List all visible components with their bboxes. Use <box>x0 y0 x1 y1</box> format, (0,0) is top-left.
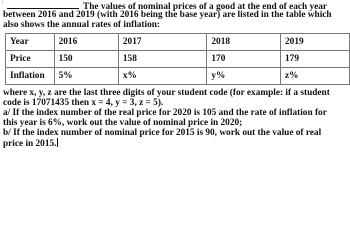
table-cell: Price <box>6 51 55 68</box>
price-inflation-table <box>5 33 350 85</box>
table-cell: Year <box>6 34 55 51</box>
table-cell: 179 <box>281 51 350 68</box>
part-b-line-1: b/ If the index number of nominal price for 2015 is 90, work out the value of real <box>3 128 322 138</box>
part-a-line-1: a/ If the index number of the real price for 2020 is 105 and the rate of inflation for <box>3 108 327 118</box>
table-cell: x% <box>118 68 207 85</box>
intro-line-3: also shows the annual rates of inflation: <box>3 20 161 30</box>
note-line-2: code is 17071435 then x = 4, y = 3, z = 5). <box>3 98 164 108</box>
table-row <box>6 68 350 85</box>
table-cell: 158 <box>118 51 207 68</box>
text-cursor <box>57 138 58 147</box>
answer-blank <box>7 0 79 9</box>
table-cell: Inflation <box>6 68 55 85</box>
table-header-row <box>6 34 350 51</box>
table-row <box>6 51 350 68</box>
table-cell: 2017 <box>118 34 207 51</box>
intro-line-1: The values of nominal prices of a good at the end of each year <box>3 0 327 13</box>
table-cell: y% <box>207 68 281 85</box>
note-line-1: where x, y, z are the last three digits of your student code (for example: if a student <box>3 88 330 98</box>
table-cell: 150 <box>54 51 118 68</box>
corner-marker: ⁝ <box>2 1 4 6</box>
table-cell: 170 <box>207 51 281 68</box>
table-cell: 2016 <box>54 34 118 51</box>
intro-line-2: between 2016 and 2019 (with 2016 being the base year) are listed in the table which <box>3 10 332 20</box>
part-a-line-2: this year is 6%, work out the value of nominal price in 2020; <box>3 118 243 128</box>
table-cell: 5% <box>54 68 118 85</box>
part-b-line-2: price in 2015. <box>3 139 57 149</box>
table-cell: z% <box>281 68 350 85</box>
table-cell: 2019 <box>281 34 350 51</box>
table-cell: 2018 <box>207 34 281 51</box>
